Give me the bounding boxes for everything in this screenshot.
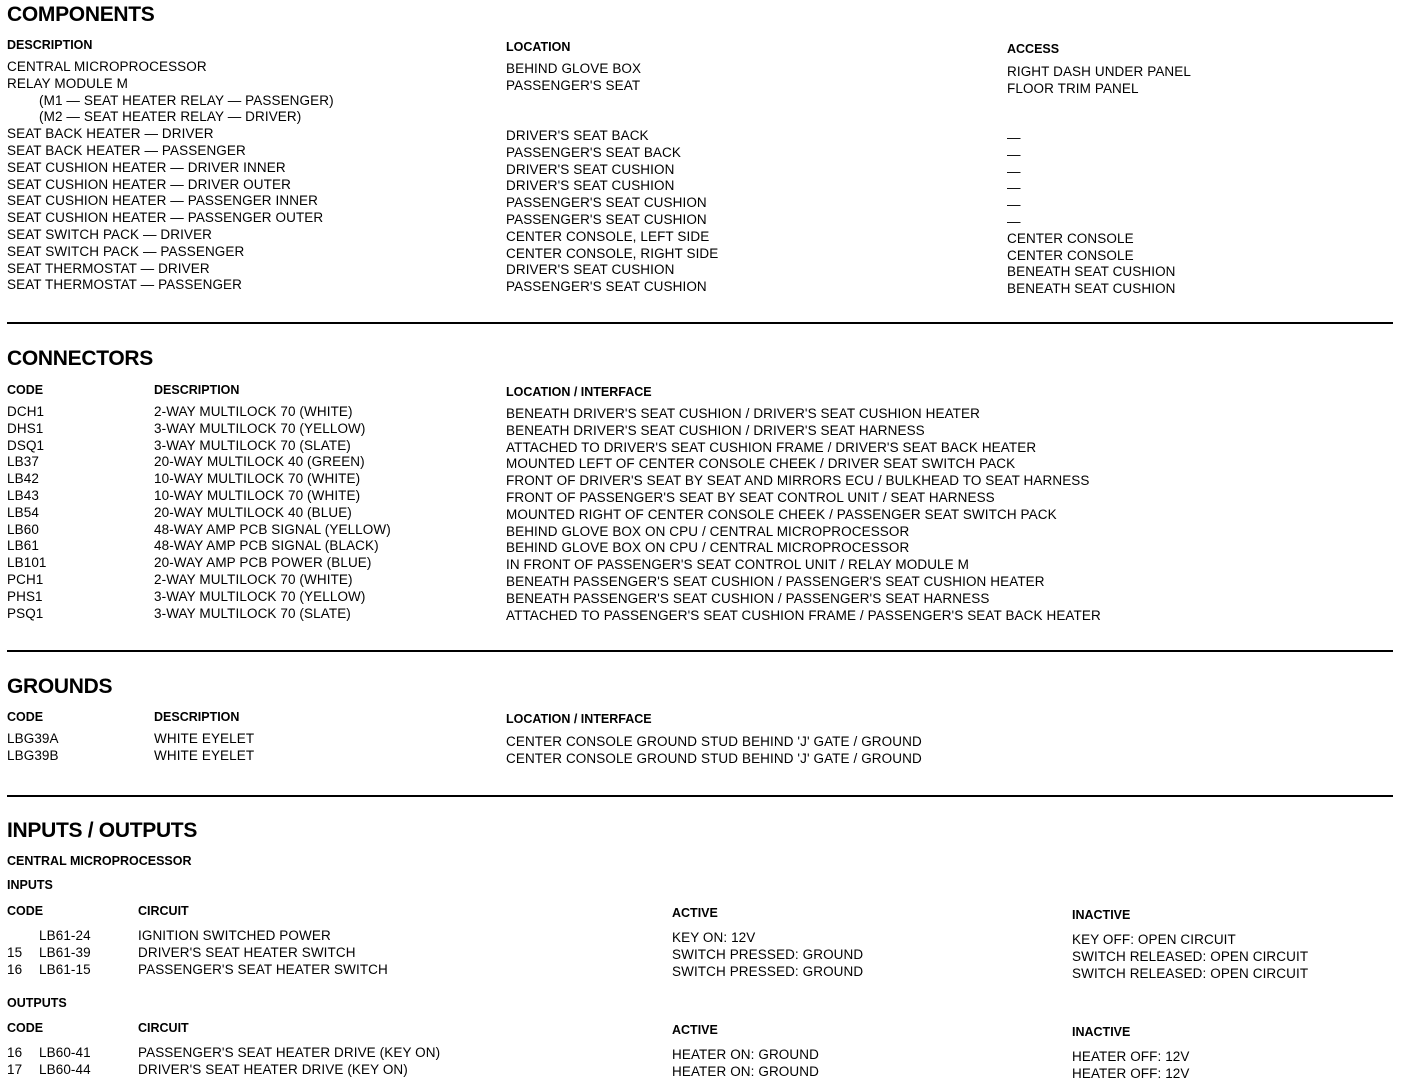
connector-description: 3-WAY MULTILOCK 70 (SLATE) (154, 437, 351, 453)
components-title: COMPONENTS (7, 3, 155, 26)
grounds-title: GROUNDS (7, 675, 113, 698)
component-location: CENTER CONSOLE, LEFT SIDE (506, 228, 710, 244)
component-access: — (1007, 197, 1021, 213)
connector-location: MOUNTED RIGHT OF CENTER CONSOLE CHEEK / PASSENGER SEAT SWITCH PACK (506, 506, 1057, 522)
connectors-location-column (506, 406, 1101, 624)
connector-code: DCH1 (7, 404, 45, 419)
output-code: LB60-44 (39, 1061, 91, 1077)
connector-code: LB42 (7, 471, 39, 487)
component-description: RELAY MODULE M (7, 75, 128, 91)
connectors-header-location: LOCATION / INTERFACE (506, 385, 652, 399)
connector-description: 3-WAY MULTILOCK 70 (YELLOW) (154, 588, 366, 604)
connector-code: DHS1 (7, 420, 44, 436)
io-subtitle: CENTRAL MICROPROCESSOR (7, 854, 192, 868)
input-code: LB61-15 (39, 961, 91, 977)
component-access: BENEATH SEAT CUSHION (1007, 264, 1176, 280)
section-divider (7, 322, 1393, 324)
inputs-circuit-column (138, 928, 388, 978)
inputs-label: INPUTS (7, 878, 53, 892)
connectors-header-code: CODE (7, 383, 44, 397)
ground-location: CENTER CONSOLE GROUND STUD BEHIND 'J' GATE / GROUND (506, 750, 922, 766)
section-divider (7, 795, 1393, 797)
connector-location: BENEATH DRIVER'S SEAT CUSHION / DRIVER'S SEAT CUSHION HEATER (506, 406, 980, 421)
component-description: SEAT CUSHION HEATER — DRIVER INNER (7, 159, 286, 175)
component-location: DRIVER'S SEAT CUSHION (506, 178, 675, 194)
outputs-code-column (39, 1045, 91, 1079)
connector-code: LB43 (7, 487, 39, 503)
input-active: SWITCH PRESSED: GROUND (672, 946, 864, 962)
section-divider (7, 650, 1393, 652)
outputs-inactive-column (1072, 1049, 1190, 1083)
component-access: — (1007, 146, 1021, 162)
connector-description: 20-WAY MULTILOCK 40 (BLUE) (154, 504, 352, 520)
input-code: LB61-24 (39, 928, 91, 943)
connector-description: 20-WAY MULTILOCK 40 (GREEN) (154, 454, 365, 470)
component-description: SEAT SWITCH PACK — PASSENGER (7, 243, 245, 259)
component-access: — (1007, 213, 1021, 229)
components-location-bottom (506, 128, 718, 296)
component-description: SEAT BACK HEATER — DRIVER (7, 126, 214, 142)
outputs-header-code: CODE (7, 1021, 44, 1035)
output-inactive: HEATER OFF: 12V (1072, 1065, 1190, 1081)
input-pin-number (7, 928, 22, 945)
component-description: SEAT BACK HEATER — PASSENGER (7, 142, 246, 158)
io-title: INPUTS / OUTPUTS (7, 819, 198, 842)
input-circuit: PASSENGER'S SEAT HEATER SWITCH (138, 961, 388, 977)
inputs-active-column (672, 930, 863, 980)
components-access-top (1007, 64, 1191, 98)
component-description: (M2 — SEAT HEATER RELAY — DRIVER) (39, 109, 302, 125)
component-location: DRIVER'S SEAT CUSHION (506, 262, 675, 278)
components-description-column (7, 59, 334, 294)
inputs-inactive-column (1072, 932, 1308, 982)
input-circuit: DRIVER'S SEAT HEATER SWITCH (138, 944, 356, 960)
components-location-top (506, 61, 641, 95)
connector-code: DSQ1 (7, 437, 45, 453)
connector-location: ATTACHED TO PASSENGER'S SEAT CUSHION FRAME / PASSENGER'S SEAT BACK HEATER (506, 607, 1101, 623)
connector-code: LB54 (7, 504, 39, 520)
connector-description: 20-WAY AMP PCB POWER (BLUE) (154, 555, 372, 571)
component-access: — (1007, 180, 1021, 196)
connector-description: 48-WAY AMP PCB SIGNAL (BLACK) (154, 538, 379, 554)
output-active: HEATER ON: GROUND (672, 1047, 819, 1062)
connectors-description-column (154, 404, 391, 622)
component-location: PASSENGER'S SEAT CUSHION (506, 211, 707, 227)
connectors-title: CONNECTORS (7, 347, 153, 370)
input-inactive: SWITCH RELEASED: OPEN CIRCUIT (1072, 965, 1309, 981)
outputs-circuit-column (138, 1045, 440, 1079)
connector-description: 48-WAY AMP PCB SIGNAL (YELLOW) (154, 521, 391, 537)
ground-code: LBG39B (7, 747, 59, 763)
output-circuit: DRIVER'S SEAT HEATER DRIVE (KEY ON) (138, 1061, 408, 1077)
grounds-header-code: CODE (7, 710, 44, 724)
component-location: PASSENGER'S SEAT (506, 77, 641, 93)
grounds-location-column (506, 734, 922, 768)
component-access: BENEATH SEAT CUSHION (1007, 281, 1176, 297)
outputs-num-column (7, 1045, 22, 1079)
connector-code: LB101 (7, 555, 47, 571)
outputs-label: OUTPUTS (7, 996, 67, 1010)
connector-location: FRONT OF PASSENGER'S SEAT BY SEAT CONTROL UNIT / SEAT HARNESS (506, 489, 995, 505)
inputs-code-column (39, 928, 91, 978)
input-inactive: SWITCH RELEASED: OPEN CIRCUIT (1072, 948, 1309, 964)
input-pin-number: 16 (7, 961, 23, 977)
component-description: SEAT CUSHION HEATER — PASSENGER OUTER (7, 210, 324, 226)
grounds-description-column (154, 731, 254, 765)
grounds-header-location: LOCATION / INTERFACE (506, 712, 652, 726)
input-inactive: KEY OFF: OPEN CIRCUIT (1072, 932, 1236, 947)
outputs-header-circuit: CIRCUIT (138, 1021, 189, 1035)
component-description: SEAT SWITCH PACK — DRIVER (7, 226, 213, 242)
connectors-header-description: DESCRIPTION (154, 383, 240, 397)
connector-code: PCH1 (7, 571, 44, 587)
connector-code: PHS1 (7, 588, 43, 604)
component-location: PASSENGER'S SEAT CUSHION (506, 279, 707, 295)
component-description: (M1 — SEAT HEATER RELAY — PASSENGER) (39, 92, 334, 108)
ground-description: WHITE EYELET (154, 731, 255, 746)
outputs-header-active: ACTIVE (672, 1023, 718, 1037)
component-location: CENTER CONSOLE, RIGHT SIDE (506, 245, 719, 261)
component-location: DRIVER'S SEAT BACK (506, 128, 649, 143)
input-active: KEY ON: 12V (672, 930, 756, 945)
output-code: LB60-41 (39, 1045, 91, 1060)
ground-location: CENTER CONSOLE GROUND STUD BEHIND 'J' GATE / GROUND (506, 734, 922, 749)
connector-location: MOUNTED LEFT OF CENTER CONSOLE CHEEK / DRIVER SEAT SWITCH PACK (506, 456, 1016, 472)
connector-description: 10-WAY MULTILOCK 70 (WHITE) (154, 487, 361, 503)
connector-location: BENEATH PASSENGER'S SEAT CUSHION / PASSENGER'S SEAT CUSHION HEATER (506, 573, 1045, 589)
output-circuit: PASSENGER'S SEAT HEATER DRIVE (KEY ON) (138, 1045, 441, 1060)
connector-description: 3-WAY MULTILOCK 70 (YELLOW) (154, 420, 366, 436)
component-access: FLOOR TRIM PANEL (1007, 80, 1139, 96)
connector-code: LB61 (7, 538, 39, 554)
connector-code: PSQ1 (7, 605, 44, 621)
connectors-code-column (7, 404, 47, 622)
input-code: LB61-39 (39, 944, 91, 960)
component-description: SEAT THERMOSTAT — PASSENGER (7, 277, 242, 293)
connector-description: 10-WAY MULTILOCK 70 (WHITE) (154, 471, 361, 487)
component-location: PASSENGER'S SEAT BACK (506, 144, 681, 160)
connector-location: BEHIND GLOVE BOX ON CPU / CENTRAL MICROPROCESSOR (506, 523, 910, 539)
inputs-header-active: ACTIVE (672, 906, 718, 920)
grounds-code-column (7, 731, 59, 765)
ground-code: LBG39A (7, 731, 59, 746)
output-active: HEATER ON: GROUND (672, 1063, 819, 1079)
components-access-bottom (1007, 130, 1176, 298)
ground-description: WHITE EYELET (154, 747, 255, 763)
component-location: DRIVER'S SEAT CUSHION (506, 161, 675, 177)
component-access: — (1007, 130, 1021, 145)
output-pin-number: 16 (7, 1045, 23, 1060)
input-pin-number: 15 (7, 944, 23, 960)
connector-location: IN FRONT OF PASSENGER'S SEAT CONTROL UNIT / RELAY MODULE M (506, 557, 969, 573)
outputs-active-column (672, 1047, 819, 1081)
inputs-num-column (7, 928, 22, 978)
connector-location: BENEATH DRIVER'S SEAT CUSHION / DRIVER'S SEAT HARNESS (506, 422, 925, 438)
connector-location: BEHIND GLOVE BOX ON CPU / CENTRAL MICROPROCESSOR (506, 540, 910, 556)
component-access: — (1007, 163, 1021, 179)
connector-location: BENEATH PASSENGER'S SEAT CUSHION / PASSENGER'S SEAT HARNESS (506, 590, 990, 606)
component-description: CENTRAL MICROPROCESSOR (7, 59, 207, 74)
component-access: RIGHT DASH UNDER PANEL (1007, 64, 1191, 79)
component-description: SEAT CUSHION HEATER — DRIVER OUTER (7, 176, 291, 192)
connector-code: LB60 (7, 521, 39, 537)
output-pin-number: 17 (7, 1061, 23, 1077)
components-header-description: DESCRIPTION (7, 38, 93, 52)
connector-location: ATTACHED TO DRIVER'S SEAT CUSHION FRAME / DRIVER'S SEAT BACK HEATER (506, 439, 1037, 455)
component-description: SEAT THERMOSTAT — DRIVER (7, 260, 210, 276)
components-header-location: LOCATION (506, 40, 571, 54)
component-access: CENTER CONSOLE (1007, 247, 1134, 263)
output-inactive: HEATER OFF: 12V (1072, 1049, 1190, 1064)
inputs-header-circuit: CIRCUIT (138, 904, 189, 918)
connector-location: FRONT OF DRIVER'S SEAT BY SEAT AND MIRRORS ECU / BULKHEAD TO SEAT HARNESS (506, 473, 1090, 489)
component-location: PASSENGER'S SEAT CUSHION (506, 195, 707, 211)
connector-code: LB37 (7, 454, 39, 470)
component-location: BEHIND GLOVE BOX (506, 61, 642, 76)
connector-description: 3-WAY MULTILOCK 70 (SLATE) (154, 605, 351, 621)
input-circuit: IGNITION SWITCHED POWER (138, 928, 331, 943)
inputs-header-code: CODE (7, 904, 44, 918)
inputs-header-inactive: INACTIVE (1072, 908, 1131, 922)
input-active: SWITCH PRESSED: GROUND (672, 963, 864, 979)
connector-description: 2-WAY MULTILOCK 70 (WHITE) (154, 571, 353, 587)
outputs-header-inactive: INACTIVE (1072, 1025, 1131, 1039)
components-header-access: ACCESS (1007, 42, 1060, 56)
grounds-header-description: DESCRIPTION (154, 710, 240, 724)
connector-description: 2-WAY MULTILOCK 70 (WHITE) (154, 404, 353, 419)
component-access: CENTER CONSOLE (1007, 230, 1134, 246)
component-description: SEAT CUSHION HEATER — PASSENGER INNER (7, 193, 319, 209)
